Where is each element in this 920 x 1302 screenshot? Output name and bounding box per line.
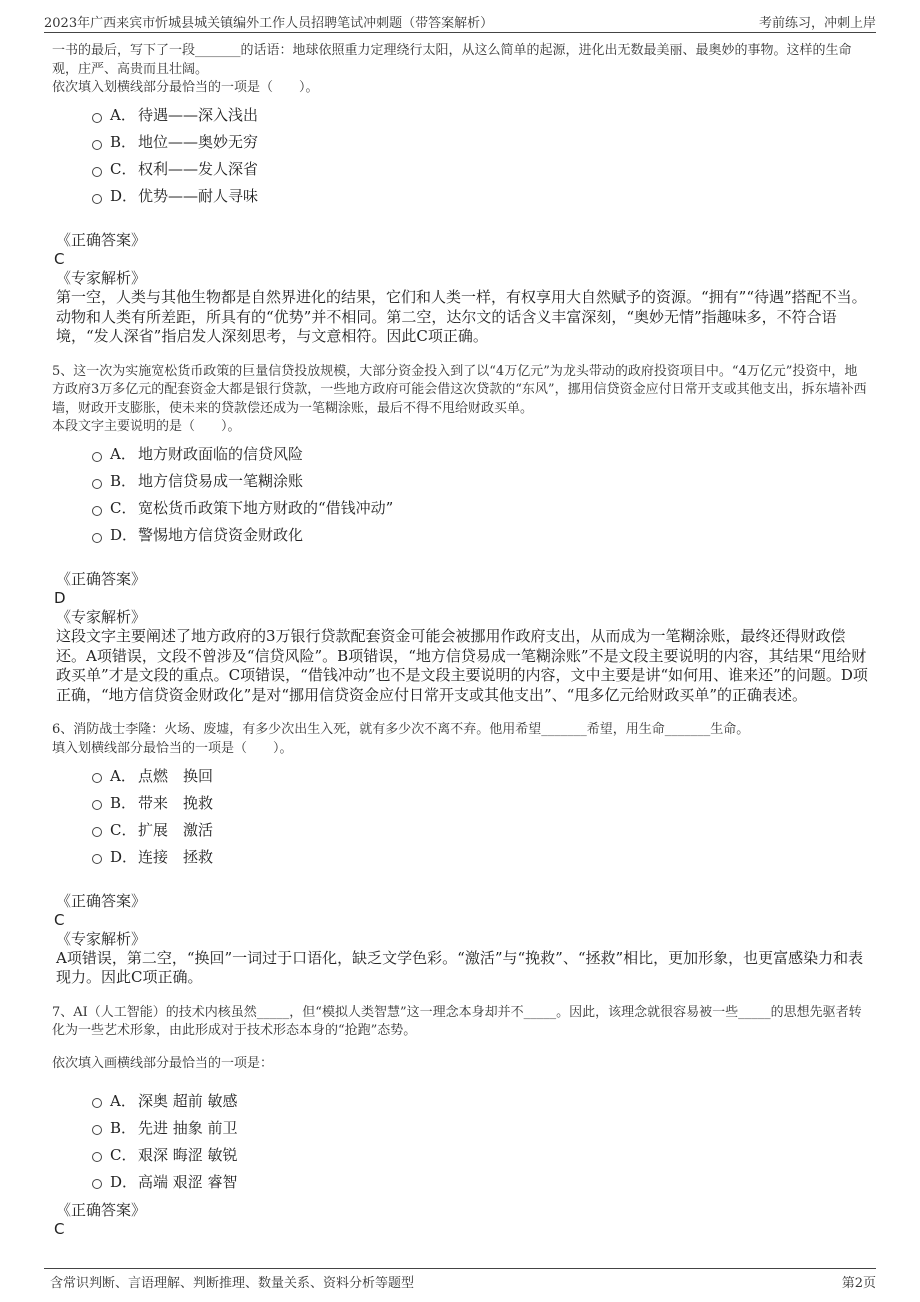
answer-value: D: [54, 589, 66, 607]
question-instruction: 填入划横线部分最恰当的一项是（ ）。: [52, 740, 293, 756]
answer-value: C: [54, 910, 65, 929]
answer-block: [52, 1201, 870, 1239]
analysis-label: 《专家解析》: [56, 929, 147, 948]
option-c[interactable]: C． 艰深 晦涩 敏锐: [92, 1141, 870, 1168]
option-a[interactable]: A． 深奥 超前 敏感: [92, 1087, 870, 1114]
option-b[interactable]: B． 带来 挽救: [92, 789, 870, 816]
radio-icon[interactable]: [92, 1179, 102, 1189]
question-text: 6、消防战士李隆：火场、废墟，有多少次出生入死，就有多少次不离不弃。他用希望_______希望，用生命_______生命。: [52, 722, 750, 737]
question-instruction: 本段文字主要说明的是（ ）。: [52, 419, 241, 434]
radio-icon[interactable]: [92, 1152, 102, 1162]
option-list: [92, 101, 870, 209]
option-d[interactable]: D． 高端 艰涩 睿智: [92, 1168, 870, 1195]
analysis-label: 《专家解析》: [56, 269, 147, 287]
option-a[interactable]: A． 点燃 换回: [92, 762, 870, 789]
answer-label: 《正确答案》: [56, 231, 147, 249]
spacer: [52, 1041, 870, 1055]
option-list: [92, 1087, 870, 1195]
page-header: [44, 10, 876, 33]
question-instruction: 依次填入划横线部分最恰当的一项是（ ）。: [52, 80, 319, 95]
answer-block: [52, 570, 870, 705]
radio-icon[interactable]: [92, 800, 102, 810]
option-a[interactable]: A． 地方财政面临的信贷风险: [92, 440, 870, 467]
answer-label: 《正确答案》: [56, 1200, 147, 1219]
radio-icon[interactable]: [92, 452, 102, 462]
radio-icon[interactable]: [92, 533, 102, 543]
option-c[interactable]: C． 宽松货币政策下地方财政的“借钱冲动”: [92, 494, 870, 521]
page-number: 第2页: [841, 1276, 876, 1291]
radio-icon[interactable]: [92, 1125, 102, 1135]
option-list: [92, 762, 870, 870]
answer-label: 《正确答案》: [56, 570, 147, 588]
analysis-label: 《专家解析》: [56, 608, 147, 626]
radio-icon[interactable]: [92, 167, 102, 177]
analysis-text: A项错误，第二空，“换回”一词过于口语化，缺乏文学色彩。“激活”与“挽救”、“拯救”相比，更加形象，也更富感染力和表现力。因此C项正确。: [56, 948, 864, 986]
option-a[interactable]: A． 待遇——深入浅出: [92, 101, 870, 128]
radio-icon[interactable]: [92, 479, 102, 489]
radio-icon[interactable]: [92, 827, 102, 837]
question-4: [52, 42, 870, 347]
page-content: [52, 42, 870, 1239]
radio-icon[interactable]: [92, 854, 102, 864]
option-c[interactable]: C． 扩展 激活: [92, 816, 870, 843]
question-text: 一书的最后，写下了一段_______的话语：地球依照重力定理绕行太阳，从这么简单的起源，进化出无数最美丽、最奥妙的事物。这样的生命观，庄严、高贵而且壮阔。: [52, 43, 852, 77]
question-text: 7、AI（人工智能）的技术内核虽然_____，但“模拟人类智慧”这一理念本身却并不_____。因此，该理念就很容易被一些_____的思想先驱者转化为一些艺术形象，由此形成对于技术形态本身的“抢跑”态势。: [52, 1004, 862, 1038]
option-d[interactable]: D． 优势——耐人寻味: [92, 182, 870, 209]
analysis-text: 第一空，人类与其他生物都是自然界进化的结果，它们和人类一样，有权享用大自然赋予的资源。“拥有”“待遇”搭配不当。动物和人类有所差距，所具有的“优势”并不相同。第二空，达尔文的话含义丰富深刻，“奥妙无情”指趣味多，不符合语境，“发人深省”指启发人深刻思考，与文意相符。因此C项正确。: [56, 288, 867, 345]
option-b[interactable]: B． 先进 抽象 前卫: [92, 1114, 870, 1141]
radio-icon[interactable]: [92, 773, 102, 783]
radio-icon[interactable]: [92, 1098, 102, 1108]
option-c[interactable]: C． 权利——发人深省: [92, 155, 870, 182]
document-title: 2023年广西来宾市忻城县城关镇编外工作人员招聘笔试冲刺题（带答案解析）: [44, 16, 494, 31]
answer-value: C: [54, 1219, 65, 1238]
radio-icon[interactable]: [92, 506, 102, 516]
option-b[interactable]: B． 地方信贷易成一笔糊涂账: [92, 467, 870, 494]
radio-icon[interactable]: [92, 113, 102, 123]
answer-block: [52, 231, 870, 347]
header-slogan: 考前练习，冲刺上岸: [758, 16, 876, 31]
answer-value: C: [54, 250, 65, 268]
option-d[interactable]: D． 警惕地方信贷资金财政化: [92, 521, 870, 548]
page-footer: [44, 1268, 876, 1291]
radio-icon[interactable]: [92, 140, 102, 150]
option-list: [92, 440, 870, 548]
question-5: [52, 363, 870, 706]
radio-icon[interactable]: [92, 194, 102, 204]
answer-label: 《正确答案》: [56, 891, 147, 910]
option-d[interactable]: D． 连接 拯救: [92, 843, 870, 870]
question-7: [52, 1004, 870, 1239]
question-text: 5、这一次为实施宽松货币政策的巨量信贷投放规模，大部分资金投入到了以“4万亿元”为龙头带动的政府投资项目中。“4万亿元”投资中，地方政府3万多亿元的配套资金大都是银行贷款，一些地方政府可能会借这次贷款的“东风”，挪用信贷资金应付日常开支或其他支出，拆东墙补西墙，财政开支膨胀，使未来的贷款偿还成为一笔糊涂账，最后不得不甩给财政买单。: [52, 363, 867, 416]
answer-block: [52, 892, 870, 988]
analysis-text: 这段文字主要阐述了地方政府的3万银行贷款配套资金可能会被挪用作政府支出，从而成为一笔糊涂账，最终还得财政偿还。A项错误，文段不曾涉及“信贷风险”。B项错误，“地方信贷易成一笔糊涂账”不是文段主要说明的内容，其结果“甩给财政买单”才是文段的重点。C项错误，“借钱冲动”也不是文段主要说明的内容，文中主要是讲“如何用、谁来还”的问题。D项正确，“地方信贷资金财政化”是对“挪用信贷资金应付日常开支或其他支出”、“甩多亿元给财政买单”的正确表述。: [56, 627, 868, 704]
question-instruction: 依次填入画横线部分最恰当的一项是：: [52, 1055, 274, 1071]
option-b[interactable]: B． 地位——奥妙无穷: [92, 128, 870, 155]
footer-note: 含常识判断、言语理解、判断推理、数量关系、资料分析等题型: [50, 1276, 415, 1291]
question-6: [52, 721, 870, 988]
